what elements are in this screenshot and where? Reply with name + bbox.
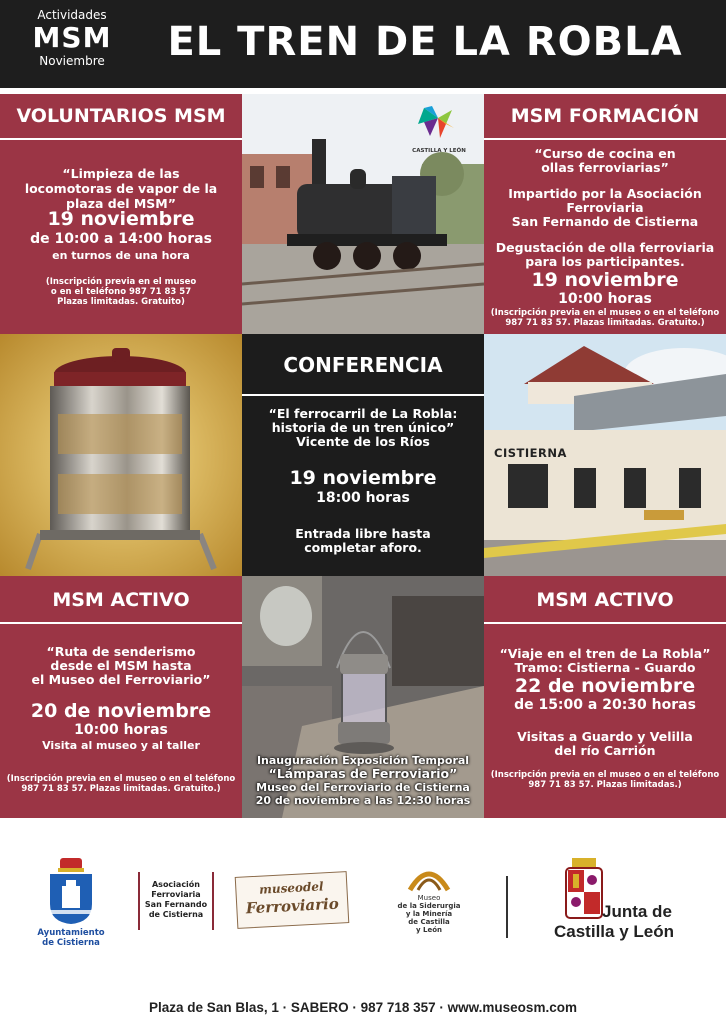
activo1-note1: (Inscripción previa en el museo o en el teléfono (6, 774, 236, 784)
museo-msm-line3: y la Minería (405, 910, 453, 918)
voluntarios-title: VOLUNTARIOS MSM (0, 94, 242, 140)
activo2-note1: (Inscripción previa en el museo o en el teléfono (490, 770, 720, 780)
exposicion-line2: “Lámparas de Ferroviario” (268, 766, 458, 781)
voluntarios-date: 19 noviembre (47, 208, 195, 230)
conferencia-title: CONFERENCIA (242, 334, 484, 396)
activo2-panel (484, 576, 726, 818)
voluntarios-note1: (Inscripción previa en el museo (45, 277, 197, 287)
lamp-photo (242, 576, 484, 818)
asociacion-line1: Asociación (151, 880, 200, 889)
voluntarios-note2: o en el teléfono 987 71 83 57 (50, 287, 192, 297)
conferencia-entry-line1: Entrada libre hasta (295, 526, 431, 541)
conferencia-time: 18:00 horas (316, 490, 410, 506)
header-label-top: Actividades (37, 8, 107, 22)
activo2-visits-line1: Visitas a Guardo y Velilla (517, 729, 693, 744)
junta-line1: Junta de (602, 902, 672, 921)
museo-msm-line1: Museo (417, 894, 441, 902)
header-label-msm: MSM (32, 21, 112, 54)
formacion-date: 19 noviembre (531, 269, 679, 291)
formacion-course-line2: ollas ferroviarias” (541, 160, 669, 175)
activo1-panel (0, 576, 242, 818)
formacion-panel (484, 94, 726, 334)
conferencia-date: 19 noviembre (289, 467, 437, 489)
formacion-course-line1: “Curso de cocina en (534, 146, 676, 161)
museo-msm-line5: y León (415, 926, 442, 934)
activo2-title: MSM ACTIVO (484, 576, 726, 624)
ayuntamiento-shield-icon (36, 856, 106, 926)
conferencia-talk-line1: “El ferrocarril de La Robla: (268, 406, 458, 421)
voluntarios-time: de 10:00 a 14:00 horas (30, 231, 212, 247)
conferencia-panel (242, 334, 484, 576)
voluntarios-note3: Plazas limitadas. Gratuito) (57, 297, 185, 307)
station-sign: CISTIERNA (494, 446, 567, 460)
museo-ferroviario-line1: museodel (258, 879, 324, 897)
header-bar (0, 0, 726, 88)
asociacion-line3: San Fernando (144, 900, 208, 909)
activo1-date: 20 de noviembre (30, 700, 212, 722)
castilla-leon-logo-text: CASTILLA Y LEÓN (412, 148, 466, 154)
formacion-tasting-line1: Degustación de olla ferroviaria (495, 240, 715, 255)
activo1-route-line2: desde el MSM hasta (50, 658, 192, 673)
exposicion-line3: Museo del Ferroviario de Cistierna (256, 781, 470, 794)
formacion-note2: 987 71 83 57. Plazas limitadas. Gratuito.) (505, 318, 705, 328)
ayuntamiento-line2: de Cistierna (42, 938, 100, 948)
asociacion-line2: Ferroviaria (151, 890, 201, 899)
voluntarios-panel (0, 94, 242, 334)
formacion-title: MSM FORMACIÓN (484, 94, 726, 140)
activo1-time: 10:00 horas (74, 722, 168, 738)
activo2-note2: 987 71 83 57. Plazas limitadas.) (528, 780, 682, 790)
formacion-time: 10:00 horas (558, 291, 652, 307)
museo-ferroviario-line2: Ferroviario (245, 894, 340, 918)
castilla-leon-star-icon (404, 104, 474, 144)
header-label-month: Noviembre (39, 54, 105, 68)
railway-pot-image (0, 334, 242, 576)
logo-junta (552, 856, 702, 946)
logo-museo-ferroviario (235, 871, 350, 929)
conferencia-talk-line2: historia de un tren único” (271, 420, 455, 435)
locomotive-photo (242, 94, 484, 334)
conferencia-speaker: Vicente de los Ríos (296, 434, 430, 449)
ayuntamiento-line1: Ayuntamiento (37, 928, 105, 938)
conferencia-entry-line2: completar aforo. (304, 540, 422, 555)
museo-msm-arch-icon (396, 862, 462, 892)
footer-address: Plaza de San Blas, 1 · SABERO · 987 718 357 · www.museosm.com (149, 1000, 577, 1015)
formacion-by-line1: Impartido por la Asociación (508, 186, 702, 201)
activo2-trip-line2: Tramo: Cistierna - Guardo (514, 660, 696, 675)
activo1-note2: 987 71 83 57. Plazas limitadas. Gratuito.) (21, 784, 221, 794)
activo1-route-line1: “Ruta de senderismo (46, 644, 196, 659)
logo-asociacion (138, 872, 214, 930)
museo-msm-line4: de Castilla (408, 918, 450, 926)
castilla-leon-logo (404, 104, 474, 158)
asociacion-line4: de Cistierna (148, 910, 204, 919)
voluntarios-shifts: en turnos de una hora (52, 249, 190, 262)
exposicion-line4: 20 de noviembre a las 12:30 horas (255, 794, 471, 807)
logo-ayuntamiento (36, 856, 106, 946)
header-label (26, 8, 118, 68)
logo-divider (506, 876, 508, 938)
formacion-tasting-line2: para los participantes. (525, 254, 685, 269)
page-title: EL TREN DE LA ROBLA (167, 19, 683, 65)
activo1-route-line3: el Museo del Ferroviario” (31, 672, 211, 687)
activo2-trip-line1: “Viaje en el tren de La Robla” (499, 646, 711, 661)
pot-photo (0, 334, 242, 576)
activo2-date: 22 de noviembre (514, 675, 696, 697)
formacion-by-line3: San Fernando de Cistierna (511, 214, 699, 229)
station-photo (484, 334, 726, 576)
activo1-visit: Visita al museo y al taller (42, 739, 200, 752)
activo2-time: de 15:00 a 20:30 horas (514, 697, 696, 713)
activo2-visits-line2: del río Carrión (554, 743, 656, 758)
activo1-title: MSM ACTIVO (0, 576, 242, 624)
junta-crest-icon (564, 858, 604, 922)
museo-msm-line2: de la Siderurgia (397, 902, 461, 910)
formacion-note1: (Inscripción previa en el museo o en el teléfono (490, 308, 720, 318)
voluntarios-activity: “Limpieza de las locomotoras de vapor de la plaza del MSM” (24, 166, 218, 211)
exposicion-line1: Inauguración Exposición Temporal (256, 754, 470, 767)
formacion-by-line2: Ferroviaria (566, 200, 644, 215)
logo-museo-msm (396, 862, 462, 942)
junta-line2: Castilla y León (554, 922, 674, 941)
